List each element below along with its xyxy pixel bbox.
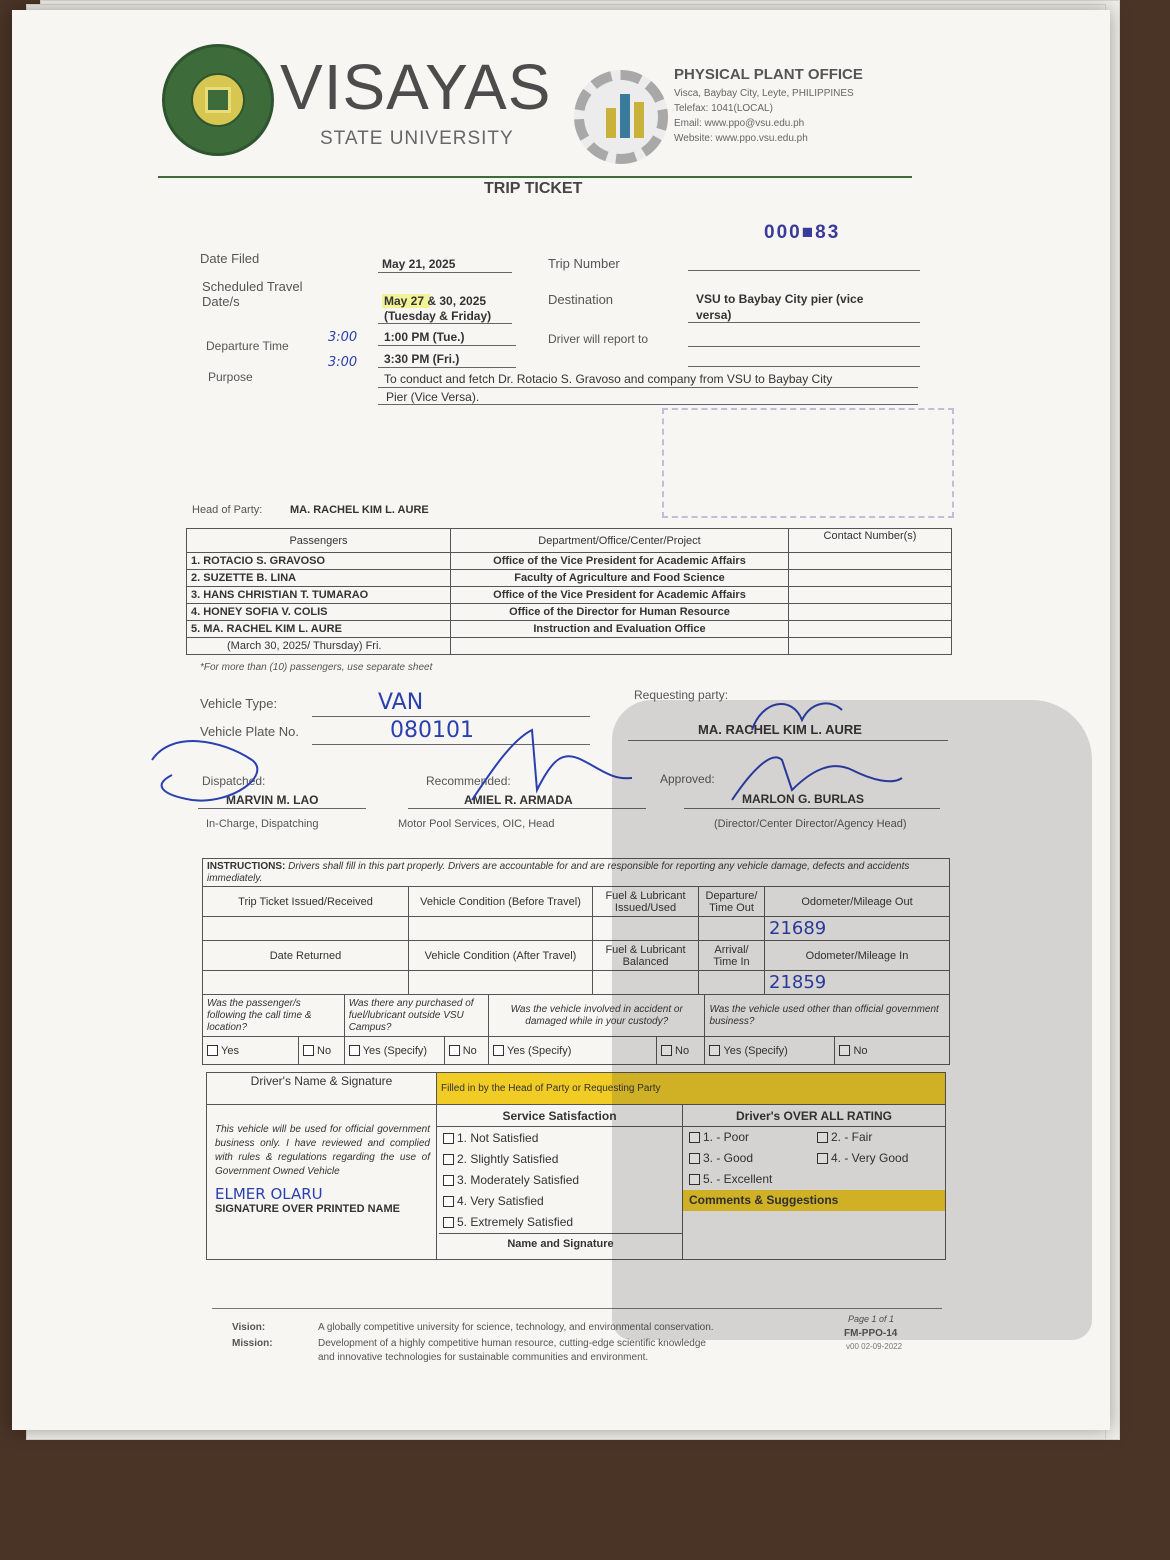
instructions-label: INSTRUCTIONS: [207,860,286,872]
service-option-4[interactable]: 4. Very Satisfied [443,1191,678,1212]
checkbox-icon [443,1154,454,1165]
university-name: VISAYAS [280,51,552,123]
overall-option-1[interactable]: 1. - Poor [689,1127,817,1148]
q2-yes-option[interactable]: Yes (Specify) [344,1037,444,1065]
overall-rating-header: Driver's OVER ALL RATING [683,1105,946,1127]
odometer-out-header: Odometer/Mileage Out [765,887,950,917]
office-address: Visca, Baybay City, Leyte, PHILIPPINES [674,88,854,99]
received-stamp [662,408,954,518]
vehicle-before-header: Vehicle Condition (Before Travel) [409,887,593,917]
question-3: Was the vehicle involved in accident or damaged while in your custody? [489,995,705,1037]
head-of-party-name: MA. RACHEL KIM L. AURE [290,504,429,516]
office-name: PHYSICAL PLANT OFFICE [674,66,863,83]
passenger-note: (March 30, 2025/ Thursday) Fri. [187,638,451,655]
arrival-in-header: Arrival/ Time In [699,941,765,971]
q3-no-option[interactable]: No [657,1037,705,1065]
overall-option-5[interactable]: 5. - Excellent [683,1169,945,1190]
passengers-header: Passengers [187,529,451,553]
q4-no-option[interactable]: No [835,1037,950,1065]
departure-line1: 1:00 PM (Tue.) [384,330,465,344]
question-1: Was the passenger/s following the call time & location? [203,995,345,1037]
head-of-party-label: Head of Party: [192,504,263,516]
approved-name: MARLON G. BURLAS [742,792,864,806]
requesting-party-label: Requesting party: [634,688,729,702]
driver-statement-cell [207,1105,437,1260]
date-filed-label: Date Filed [200,251,260,266]
odometer-in-header: Odometer/Mileage In [765,941,950,971]
table-row: 2. SUZETTE B. LINA Faculty of Agriculture and Food Science [187,570,952,587]
photo-shadow [612,700,1092,1340]
driver-statement: This vehicle will be used for official government business only. I have reviewed and complied with rules & regulations regarding the use of Government Owned Vehicle [215,1124,430,1177]
departure-out-header: Departure/ Time Out [699,887,765,917]
passengers-footnote: *For more than (10) passengers, use separate sheet [200,662,433,673]
service-option-2[interactable]: 2. Slightly Satisfied [443,1149,678,1170]
overall-option-4[interactable]: 4. - Very Good [817,1151,908,1165]
recommended-label: Recommended: [426,774,511,788]
checkbox-icon [349,1045,360,1056]
driver-label: Driver's Name & Signature [207,1073,437,1105]
dispatched-name: MARVIN M. LAO [226,793,319,807]
vision-label: Vision: [232,1322,266,1333]
departure-hand-fri: 3:00 [328,355,358,370]
checkbox-icon [207,1045,218,1056]
trip-number-label: Trip Number [548,256,620,271]
purpose-line1: To conduct and fetch Dr. Rotacio S. Gravoso and company from VSU to Baybay City [384,372,833,386]
form-title: TRIP TICKET [484,180,583,197]
vehicle-plate-value: 080101 [390,718,474,743]
university-seal-icon [162,44,274,156]
checkbox-icon [443,1133,454,1144]
form-code: FM-PPO-14 [844,1328,898,1339]
driver-signature-label: SIGNATURE OVER PRINTED NAME [215,1203,400,1215]
scheduled-line2: (Tuesday & Friday) [384,309,492,323]
dispatcher-signature [152,741,257,800]
destination-label: Destination [548,292,614,307]
dispatched-label: Dispatched: [202,774,266,788]
dispatched-title: In-Charge, Dispatching [206,818,319,830]
recommender-signature [472,730,632,800]
checkbox-icon [449,1045,460,1056]
fuel-issued-header: Fuel & Lubricant Issued/Used [593,887,699,917]
odometer-in-value: 21859 [765,971,950,995]
service-option-1[interactable]: 1. Not Satisfied [443,1128,678,1149]
trip-ticket-paper [12,10,1110,1430]
destination-line2: versa) [696,308,732,322]
departure-hand-tue: 3:00 [328,330,358,345]
office-website: Website: www.ppo.vsu.edu.ph [674,133,808,144]
vehicle-type-value: VAN [378,690,424,715]
departure-line2: 3:30 PM (Fri.) [384,352,460,366]
purpose-label: Purpose [208,370,253,384]
service-option-5[interactable]: 5. Extremely Satisfied [443,1212,678,1233]
q3-yes-option[interactable]: Yes (Specify) [489,1037,657,1065]
table-row: 5. MA. RACHEL KIM L. AURE Instruction and Evaluation Office [187,621,952,638]
requesting-party-name: MA. RACHEL KIM L. AURE [698,722,862,737]
checkbox-icon [493,1045,504,1056]
scheduled-line1: May 27 & 30, 2025 [384,294,487,308]
ppo-gear-logo-icon [574,70,668,164]
date-filed-value: May 21, 2025 [382,257,456,271]
contact-header: Contact Number(s) [789,529,952,553]
question-4: Was the vehicle used other than official government business? [705,995,950,1037]
driver-signature: ELMER OLARU [215,1185,323,1203]
table-row [187,638,952,655]
control-number: 000■83 [764,222,841,243]
recommended-title: Motor Pool Services, OIC, Head [398,818,555,830]
mission-text-1: Development of a highly competitive human resource, cutting-edge scientific knowledge [318,1338,706,1349]
checkbox-icon [443,1217,454,1228]
ticket-issued-header: Trip Ticket Issued/Received [203,887,409,917]
mission-label: Mission: [232,1338,273,1349]
checkbox-icon [443,1175,454,1186]
scheduled-travel-label: Scheduled Travel Date/s [202,279,303,309]
destination-line1: VSU to Baybay City pier (vice [696,292,864,306]
odometer-out-value: 21689 [765,917,950,941]
table-row: 4. HONEY SOFIA V. COLIS Office of the Director for Human Resource [187,604,952,621]
service-satisfaction-header: Service Satisfaction [437,1105,683,1127]
filled-by-label: Filled in by the Head of Party or Requesting Party [437,1073,946,1105]
q4-yes-option[interactable]: Yes (Specify) [705,1037,835,1065]
department-header: Department/Office/Center/Project [451,529,789,553]
office-telefax: Telefax: 1041(LOCAL) [674,103,773,114]
name-signature-label: Name and Signature [439,1233,682,1255]
purpose-line2: Pier (Vice Versa). [386,390,480,404]
approved-label: Approved: [660,772,715,786]
departure-time-label: Departure Time [206,339,289,353]
overall-option-2[interactable]: 2. - Fair [817,1130,872,1144]
q1-no-option[interactable]: No [299,1037,345,1065]
page-number: Page 1 of 1 [848,1314,895,1324]
office-email: Email: www.ppo@vsu.edu.ph [674,118,805,129]
university-sub: STATE UNIVERSITY [320,128,514,149]
revision-code: v00 02-09-2022 [846,1342,903,1351]
q2-no-option[interactable]: No [444,1037,488,1065]
vehicle-plate-label: Vehicle Plate No. [200,724,300,739]
question-2: Was there any purchased of fuel/lubricant outside VSU Campus? [344,995,488,1037]
checkbox-icon [303,1045,314,1056]
vision-text: A globally competitive university for science, technology, and environmental conservation. [318,1322,714,1333]
comments-label: Comments & Suggestions [683,1190,945,1211]
header-rule [158,176,912,178]
vehicle-type-label: Vehicle Type: [200,696,278,711]
date-returned-header: Date Returned [203,941,409,971]
fuel-balanced-header: Fuel & Lubricant Balanced [593,941,699,971]
overall-option-3[interactable]: 3. - Good [689,1148,817,1169]
table-row: 3. HANS CHRISTIAN T. TUMARAO Office of the Vice President for Academic Affairs [187,587,952,604]
service-option-3[interactable]: 3. Moderately Satisfied [443,1170,678,1191]
passengers-table [186,528,952,655]
driver-report-label: Driver will report to [548,332,649,346]
q1-yes-option[interactable]: Yes [203,1037,299,1065]
vehicle-after-header: Vehicle Condition (After Travel) [409,941,593,971]
mission-text-2: and innovative technologies for sustainable communities and environment. [318,1352,649,1363]
instructions-text: Drivers shall fill in this part properly. Drivers are accountable for and are responsible for reporting any vehicle damage, defects and accidents immediately. [207,860,910,884]
approved-title: (Director/Center Director/Agency Head) [714,818,907,830]
table-row: 1. ROTACIO S. GRAVOSO Office of the Vice President for Academic Affairs [187,553,952,570]
recommended-name: AMIEL R. ARMADA [464,793,573,807]
checkbox-icon [443,1196,454,1207]
